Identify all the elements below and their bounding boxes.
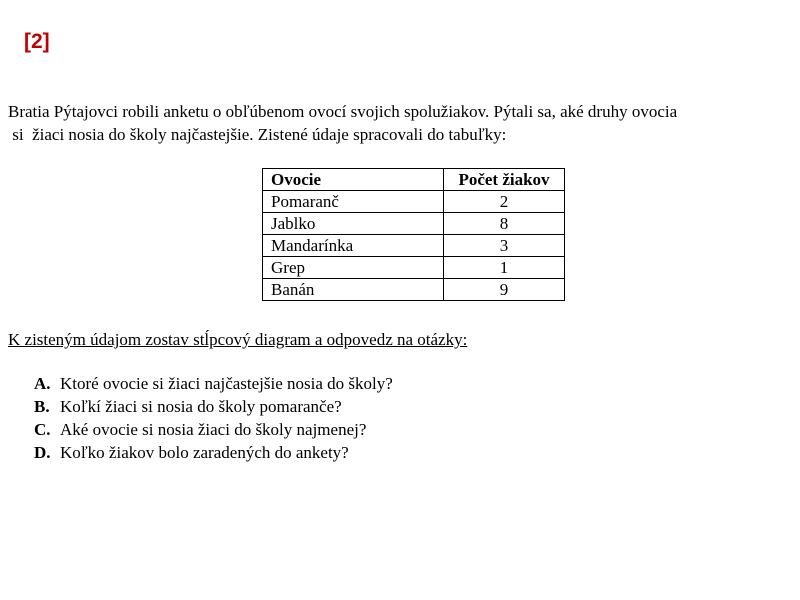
question-letter: D. <box>34 443 51 462</box>
count-cell: 9 <box>444 279 565 301</box>
count-cell: 2 <box>444 191 565 213</box>
table-header-row <box>263 169 565 191</box>
count-cell: 8 <box>444 213 565 235</box>
intro-paragraph <box>8 100 790 146</box>
count-cell: 1 <box>444 257 565 279</box>
fruit-cell: Mandarínka <box>263 235 444 257</box>
question-text: Koľko žiakov bolo zaradených do ankety? <box>60 443 349 462</box>
fruit-cell: Grep <box>263 257 444 279</box>
question-item <box>34 418 393 441</box>
table-row <box>263 213 565 235</box>
column-header-count: Počet žiakov <box>444 169 565 191</box>
intro-line: si žiaci nosia do školy najčastejšie. Zistené údaje spracovali do tabuľky: <box>8 125 507 144</box>
question-text: Koľkí žiaci si nosia do školy pomaranče? <box>60 397 342 416</box>
table-row <box>263 257 565 279</box>
table-row <box>263 191 565 213</box>
question-item <box>34 441 393 464</box>
fruit-cell: Jablko <box>263 213 444 235</box>
slide-number-badge: [2] <box>24 30 50 53</box>
fruit-survey-table <box>262 168 565 301</box>
question-list <box>34 372 393 464</box>
question-letter: A. <box>34 374 51 393</box>
count-cell: 3 <box>444 235 565 257</box>
column-header-fruit: Ovocie <box>263 169 444 191</box>
question-item <box>34 372 393 395</box>
fruit-cell: Banán <box>263 279 444 301</box>
question-item <box>34 395 393 418</box>
question-letter: B. <box>34 397 50 416</box>
question-text: Ktoré ovocie si žiaci najčastejšie nosia do školy? <box>60 374 393 393</box>
question-text: Aké ovocie si nosia žiaci do školy najmenej? <box>60 420 367 439</box>
intro-line: Bratia Pýtajovci robili anketu o obľúbenom ovocí svojich spolužiakov. Pýtali sa, aké druhy ovocia <box>8 102 678 121</box>
question-letter: C. <box>34 420 51 439</box>
fruit-cell: Pomaranč <box>263 191 444 213</box>
task-instruction: K zisteným údajom zostav stĺpcový diagram a odpovedz na otázky: <box>8 330 468 349</box>
table-row <box>263 235 565 257</box>
table-row <box>263 279 565 301</box>
